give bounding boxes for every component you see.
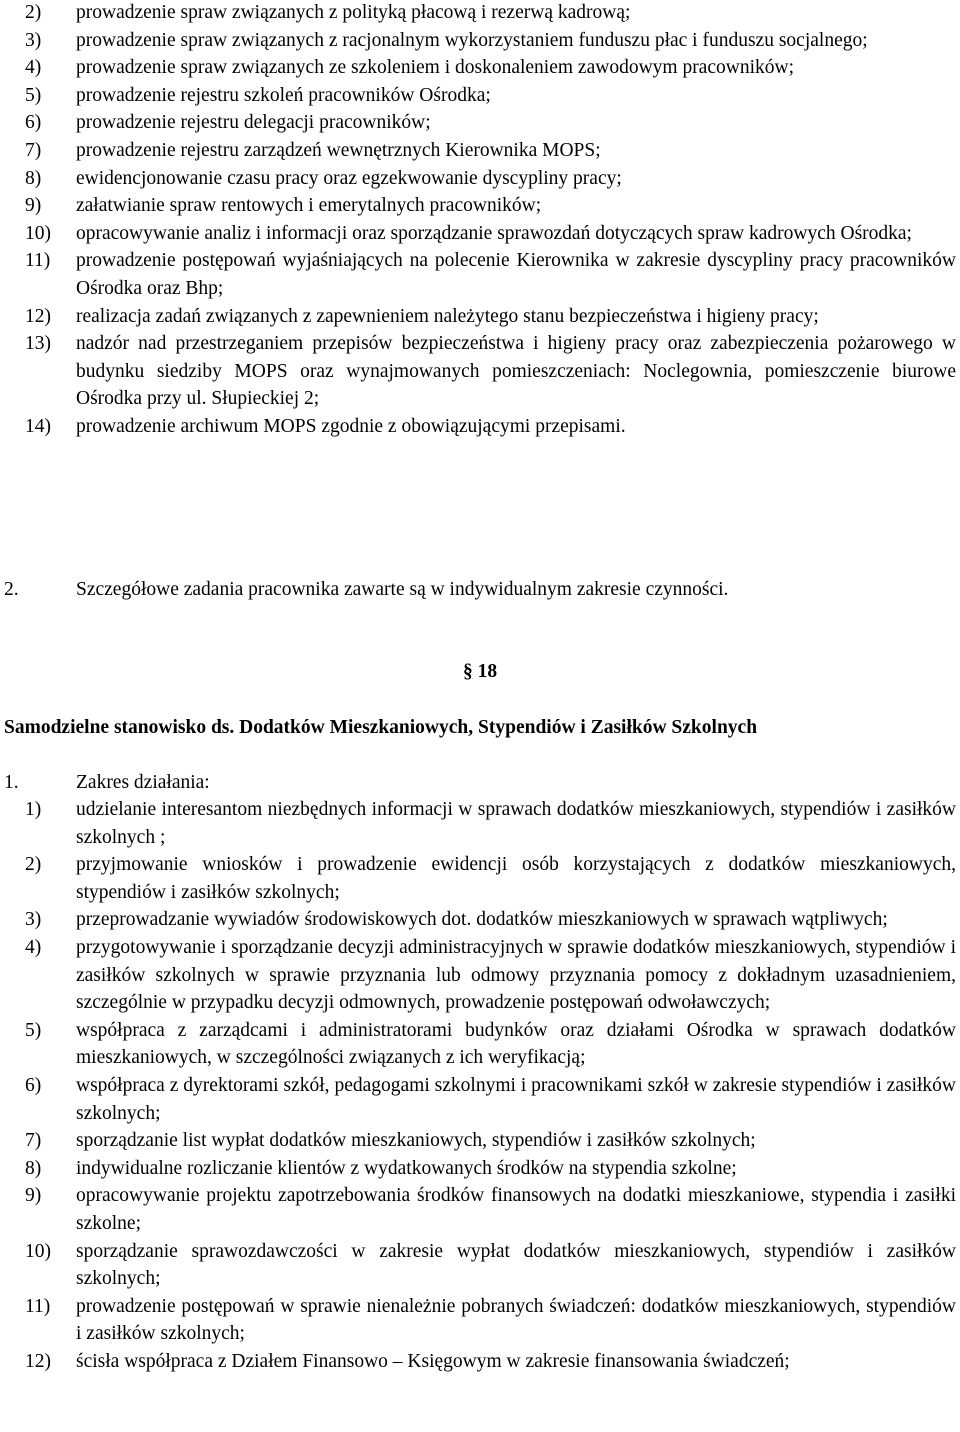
list-item-number: 3) (25, 29, 42, 51)
list-item-text: prowadzenie rejestru szkoleń pracowników Ośrodka; (76, 84, 491, 106)
list-item-text: przeprowadzanie wywiadów środowiskowych dot. dodatków mieszkaniowych w sprawach wątpliwych; (76, 909, 888, 931)
list-item-text: prowadzenie spraw związanych ze szkoleniem i doskonaleniem zawodowym pracowników; (76, 57, 794, 79)
list-item-number: 2) (25, 2, 42, 23)
list-item-text: załatwianie spraw rentowych i emerytalnych pracowników; (76, 195, 542, 217)
list-item (0, 330, 960, 413)
list-item-text: prowadzenie spraw związanych z racjonalnym wykorzystaniem funduszu płac i funduszu socjalnego; (76, 29, 868, 51)
list-item (0, 1293, 960, 1348)
list-item-text: udzielanie interesantom niezbędnych informacji w sprawach dodatków mieszkaniowych, stypendiów i zasiłków szkolnych ; (76, 799, 956, 848)
paragraph-2 (0, 576, 960, 604)
list-item-number: 1) (25, 799, 42, 820)
list-item-number: 12) (25, 305, 51, 327)
list-item-text: przygotowywanie i sporządzanie decyzji administracyjnych w sprawie dodatków mieszkaniowych, stypendiów i zasiłków szkolnych w sprawie przyznania lub odmowy przyznania pomocy z dokładnym uzasadnieniem, szczególnie w przypadku decyzji odmownych, prowadzenie postępowań odwoławczych; (76, 936, 956, 1014)
list-item-number: 11) (25, 250, 51, 272)
list-item (0, 934, 960, 1017)
list-item-text: prowadzenie rejestru zarządzeń wewnętrznych Kierownika MOPS; (76, 139, 601, 161)
list-item (0, 303, 960, 331)
list-item-text: prowadzenie postępowań w sprawie nienależnie pobranych świadczeń: dodatków mieszkaniowych, stypendiów i zasiłków szkolnych; (76, 1295, 956, 1345)
scope-heading (0, 769, 960, 797)
list-item-number: 7) (25, 139, 42, 161)
list-item (0, 192, 960, 220)
list-item-text: prowadzenie spraw związanych z polityką płacową i rezerwą kadrową; (76, 2, 631, 23)
list-item-text: ewidencjonowanie czasu pracy oraz egzekwowanie dyscypliny pracy; (76, 167, 622, 189)
list-item (0, 906, 960, 934)
list-item-number: 5) (25, 84, 42, 106)
list-item (0, 796, 960, 851)
list-item-number: 10) (25, 222, 51, 244)
list-item (0, 137, 960, 165)
list-item-number: 10) (25, 1240, 51, 1262)
list-item (0, 1127, 960, 1155)
list-item (0, 1348, 960, 1376)
list-item-text: prowadzenie archiwum MOPS zgodnie z obowiązującymi przepisami. (76, 415, 626, 437)
list-item-text: nadzór nad przestrzeganiem przepisów bezpieczeństwa i higieny pracy oraz zabezpieczenia pożarowego w budynku siedziby MOPS oraz wynajmowanych pomieszczeniach: Noclegownia, pomieszczenie biurowe Ośrodka przy ul. Słupieckiej 2; (76, 333, 956, 410)
list-item-text: realizacja zadań związanych z zapewnieniem należytego stanu bezpieczeństwa i higieny pracy; (76, 305, 819, 327)
section-title: Samodzielne stanowisko ds. Dodatków Mieszkaniowych, Stypendiów i Zasiłków Szkolnych (4, 717, 758, 738)
list-item-text: prowadzenie postępowań wyjaśniających na polecenie Kierownika w zakresie dyscypliny pracy pracowników Ośrodka oraz Bhp; (76, 250, 956, 299)
section-heading (463, 658, 497, 686)
list-item-text: współpraca z dyrektorami szkół, pedagogami szkolnymi i pracownikami szkół w zakresie stypendiów i zasiłków szkolnych; (76, 1074, 956, 1124)
paragraph-text: Szczegółowe zadania pracownika zawarte są w indywidualnym zakresie czynności. (76, 579, 729, 600)
list-item (0, 1017, 960, 1072)
list-item-text: indywidualne rozliczanie klientów z wydatkowanych środków na stypendia szkolne; (76, 1157, 737, 1179)
list-item-number: 4) (25, 936, 42, 958)
list-item-number: 12) (25, 1350, 51, 1372)
list-item-number: 6) (25, 1074, 42, 1096)
list-item-text: przyjmowanie wniosków i prowadzenie ewidencji osób korzystających z dodatków mieszkaniowych, stypendiów i zasiłków szkolnych; (76, 854, 956, 903)
list-item (0, 1072, 960, 1127)
list-item (0, 82, 960, 110)
list-item (0, 1182, 960, 1237)
list-item-text: sporządzanie list wypłat dodatków mieszkaniowych, stypendiów i zasiłków szkolnych; (76, 1130, 756, 1152)
list-item-number: 6) (25, 112, 42, 134)
list-item-text: sporządzanie sprawozdawczości w zakresie wypłat dodatków mieszkaniowych, stypendiów i zasiłków szkolnych; (76, 1240, 956, 1290)
list-item (0, 27, 960, 55)
list-item-number: 4) (25, 57, 42, 79)
list-item (0, 413, 960, 441)
list-item (0, 851, 960, 906)
list-item-number: 7) (25, 1130, 42, 1152)
list-item-text: opracowywanie analiz i informacji oraz sporządzanie sprawozdań dotyczących spraw kadrowych Ośrodka; (76, 222, 912, 244)
scope-label: Zakres działania: (76, 772, 210, 793)
list-item-text: opracowywanie projektu zapotrzebowania środków finansowych na dodatki mieszkaniowe, stypendia i zasiłki szkolne; (76, 1185, 956, 1234)
list-item-number: 9) (25, 195, 42, 217)
list-item-number: 3) (25, 909, 42, 931)
list-item-number: 11) (25, 1295, 51, 1317)
scope-number: 1. (4, 772, 19, 793)
list-item-number: 14) (25, 415, 51, 437)
list-item (0, 1155, 960, 1183)
section-symbol: § (463, 661, 473, 682)
list-item-text: prowadzenie rejestru delegacji pracowników; (76, 112, 431, 134)
list-item (0, 109, 960, 137)
list-item-number: 8) (25, 167, 42, 189)
list-item (0, 0, 960, 27)
list-item-text: ścisła współpraca z Działem Finansowo – Księgowym w zakresie finansowania świadczeń; (76, 1350, 790, 1372)
list-item (0, 220, 960, 248)
paragraph-number: 2. (4, 579, 19, 600)
list-item (0, 165, 960, 193)
list-item (0, 247, 960, 302)
list-item-number: 13) (25, 333, 51, 355)
list-item-number: 8) (25, 1157, 42, 1179)
list-item (0, 1238, 960, 1293)
list-item (0, 54, 960, 82)
list-item-number: 9) (25, 1185, 42, 1207)
task-list-bottom (0, 796, 960, 1375)
list-item-text: współpraca z zarządcami i administratorami budynków oraz działami Ośrodka w sprawach dodatków mieszkaniowych, w szczególności związanych z ich weryfikacją; (76, 1019, 956, 1069)
section-number: 18 (477, 661, 498, 682)
list-item-number: 5) (25, 1019, 42, 1041)
task-list-top (0, 0, 960, 441)
list-item-number: 2) (25, 854, 42, 876)
